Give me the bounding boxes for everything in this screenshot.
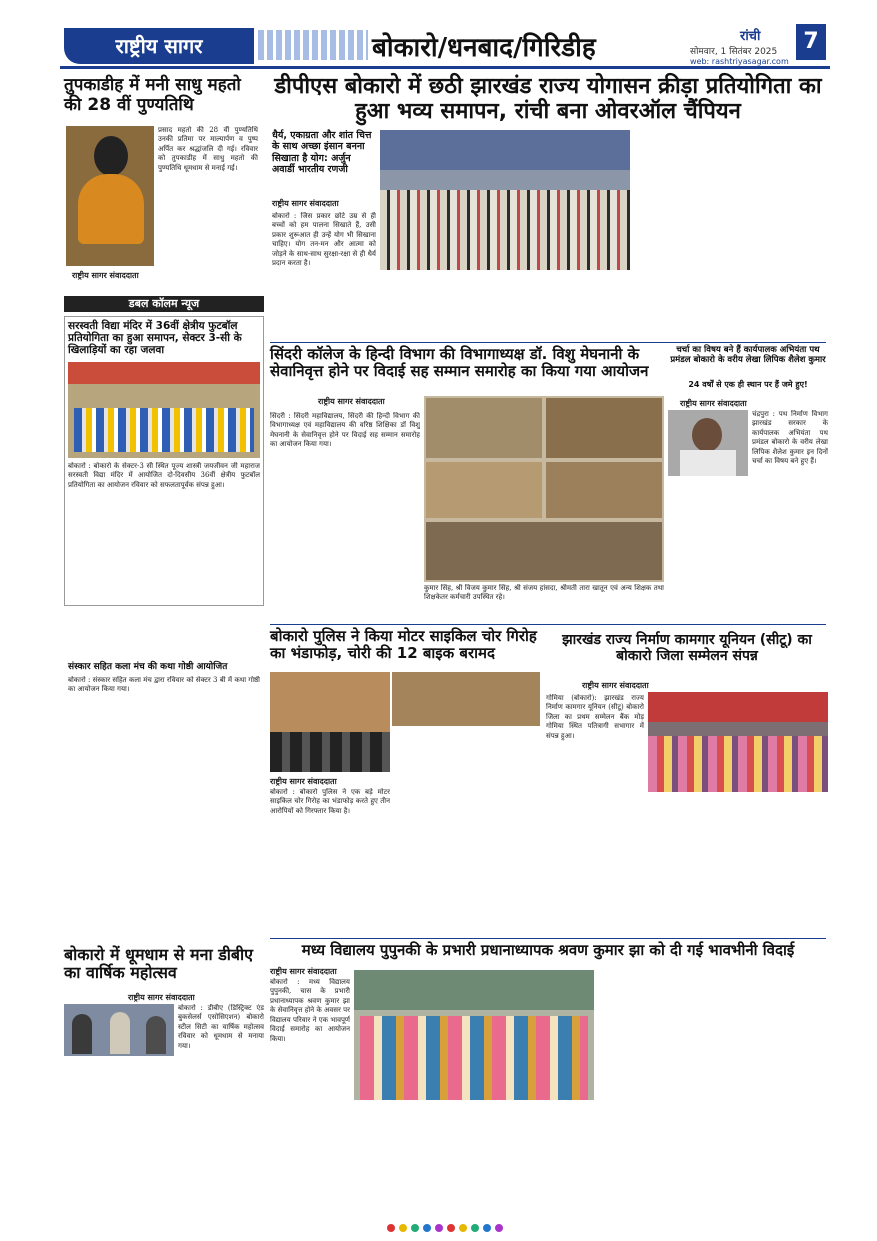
story-headline: तुपकाडीह में मनी साधु महतो की 28 वीं पुण्यतिथि <box>64 75 241 115</box>
lead-kicker: धैर्य, एकाग्रता और शांत चित्त के साथ अच्छा इंसान बनना सिखाता है योग: अर्जुन अवार्डी भारतीय रणजी <box>272 130 372 176</box>
story-body-continued <box>392 730 540 934</box>
footer-dots <box>60 1222 830 1232</box>
edition-city: रांची <box>740 29 761 44</box>
story-kicker: 24 वर्षों से एक ही स्थान पर हैं जमे हुए! <box>688 380 808 389</box>
story-body: प्रसाद महतो की 28 वीं पुण्यतिथि उनकी प्रतिमा पर माल्यार्पण व पुष्प अर्पित कर श्रद्धांजलि दी गई। रविवार को तुपकाडीह में साधु महतो की पुण्यतिथि धूमधाम से मनाई गई। <box>158 126 258 172</box>
masthead-pattern <box>258 30 368 60</box>
byline: राष्ट्रीय सागर संवाददाता <box>318 397 385 406</box>
byline: राष्ट्रीय सागर संवाददाता <box>582 681 649 690</box>
lead-body-right <box>636 130 826 370</box>
page-number: 7 <box>796 24 826 60</box>
masthead-rule <box>60 66 830 69</box>
story-headline: सरस्वती विद्या मंदिर में 36वीं क्षेत्रीय फुटबॉल प्रतियोगिता का हुआ समापन, सेक्टर 3-सी के खिलाड़ियों का रहा जलवा <box>68 320 242 357</box>
byline: राष्ट्रीय सागर संवाददाता <box>270 777 337 786</box>
byline: राष्ट्रीय सागर संवाददाता <box>272 199 339 208</box>
lead-group-photo <box>380 130 630 270</box>
lead-headline: डीपीएस बोकारो में छठी झारखंड राज्य योगासन क्रीड़ा प्रतियोगिता का हुआ भव्य समापन, रांची बना ओवरऑल चैंपियन <box>274 74 822 125</box>
portrait-photo <box>66 126 154 266</box>
story-body-continued <box>64 1060 264 1210</box>
story-headline: झारखंड राज्य निर्माण कामगार यूनियन (सीटू) का बोकारो जिला सम्मेलन संपन्न <box>562 632 812 665</box>
story-body-continued <box>546 796 828 934</box>
news-photo <box>354 970 594 1100</box>
news-photo <box>64 1004 174 1056</box>
byline: राष्ट्रीय सागर संवाददाता <box>270 967 337 976</box>
news-photo <box>648 692 828 792</box>
story-headline: बोकारो में धूमधाम से मना डीबीए का वार्षिक महोत्सव <box>64 945 254 983</box>
story-body-right <box>600 970 826 1212</box>
byline: राष्ट्रीय सागर संवाददाता <box>128 993 195 1002</box>
story-body-continued <box>354 1104 594 1212</box>
story-body: बोकारो : बोकारो के सेक्टर-3 सी स्थित पूज्य शास्त्री जयजीवन जी महाराज सरस्वती विद्या मंदिर में आयोजित दो-दिवसीय 36वीं क्षेत्रीय फुटबॉल प्रतियोगिता का आयोजन रविवार को सफलतापूर्वक संपन्न हुआ। <box>68 462 260 489</box>
story-body: बोकारो : संस्कार सहित कला मंच द्वारा रविवार को सेक्टर 3 बी में कथा गोष्ठी का आयोजन किया गया। <box>68 676 260 694</box>
story-headline: चर्चा का विषय बने हैं कार्यपालक अभियंता पथ प्रमंडल बोकारो के वरीय लेखा लिपिक शैलेश कुमार <box>670 345 826 365</box>
masthead <box>0 0 877 66</box>
story-body: गोमिया (बोकारो): झारखंड राज्य निर्माण कामगार यूनियन (सीटू) बोकारो जिला का प्रथम सम्मेलन बैंक मोड़ गोमिया स्थित पतित्रागी सभागार में संपन्न हुआ। <box>546 694 644 740</box>
story-body: बोकारो : मध्य विद्यालय पुपुनकी, चास के प्रभारी प्रधानाध्यापक श्रवण कुमार झा के सेवानिवृत्त होने के अवसर पर विद्यालय परिवार ने एक भावपूर्ण विदाई समारोह का आयोजन किया। <box>270 978 350 1043</box>
story-headline: संस्कार सहित कला मंच की कथा गोष्ठी आयोजित <box>68 662 228 672</box>
byline: राष्ट्रीय सागर संवाददाता <box>680 399 747 408</box>
photo-collage <box>424 396 664 582</box>
news-photo <box>270 672 390 772</box>
story-body: बोकारो : डीबीए (डिस्ट्रिक्ट एंड बुकसेलर्स एसोसिएशन) बोकारो स्टील सिटी का वार्षिक महोत्सव रविवार को धूमधाम से मनाया गया। <box>178 1004 264 1050</box>
edition-date: सोमवार, 1 सितंबर 2025 <box>690 47 778 57</box>
story-body-continued <box>668 480 828 622</box>
story-body: चंद्रपुरा : पथ निर्माण विभाग झारखंड सरकार के कार्यपालक अभियंता पथ प्रमंडल बोकारो के वरीय लेखा लिपिक शैलेश कुमार इन दिनों चर्चा का विषय बने हुए हैं। <box>752 410 828 466</box>
divider <box>270 342 826 343</box>
photo-caption: कुमार सिंह, श्री विजय कुमार सिंह, श्री संजय हांसदा, श्रीमती तारा खातून एवं अन्य शिक्षक तथा शिक्षकेतर कर्मचारी उपस्थित रहे। <box>424 584 664 602</box>
region-title: बोकारो/धनबाद/गिरिडीह <box>372 33 596 63</box>
section-label: डबल कॉलम न्यूज <box>64 296 264 312</box>
lead-body: बोकारो : जिस प्रकार छोटे उम्र से ही बच्चों को हम पालना सिखाते हैं, उसी प्रकार शुरूआत ही उन्हें योग भी सिखाना चाहिए। योग तन-मन और आत्मा को जोड़ने के साथ-साथ सुरक्षा-रक्षा से ही धैर्य प्रदान करता है। <box>272 212 376 268</box>
divider <box>270 624 826 625</box>
brand-logo: राष्ट्रीय सागर <box>64 28 254 64</box>
divider <box>270 938 826 939</box>
person-photo <box>668 410 748 476</box>
story-body: सिंदरी : सिंदरी महाविद्यालय, सिंदरी की हिन्दी विभाग की विभागाध्यक्ष एवं महाविद्यालय की वरिष्ठ शिक्षिका डॉ विशु मेघनानी के सेवानिवृत्त होने पर विदाई सह सम्मान समारोह का आयोजन किया गया। <box>270 412 420 449</box>
news-photo <box>68 362 260 458</box>
story-headline: मध्य विद्यालय पुपुनकी के प्रभारी प्रधानाध्यापक श्रवण कुमार झा को दी गई भावभीनी विदाई <box>301 941 795 959</box>
photo-caption: राष्ट्रीय सागर संवाददाता <box>72 271 139 280</box>
story-body: बोकारो : बोकारो पुलिस ने एक बड़े मोटर साइकिल चोर गिरोह का भंडाफोड़ करते हुए तीन आरोपियों को गिरफ्तार किया है। <box>270 788 390 815</box>
story-headline: बोकारो पुलिस ने किया मोटर साइकिल चोर गिरोह का भंडाफोड़, चोरी की 12 बाइक बरामद <box>270 627 537 663</box>
story-headline: सिंदरी कॉलेज के हिन्दी विभाग की विभागाध्यक्ष डॉ. विशु मेघनानी के सेवानिवृत्त होने पर विदाई सह सम्मान समारोह का किया गया आयोजन <box>270 345 649 381</box>
news-photo <box>392 672 540 726</box>
website: web: rashtriyasagar.com <box>690 57 789 66</box>
